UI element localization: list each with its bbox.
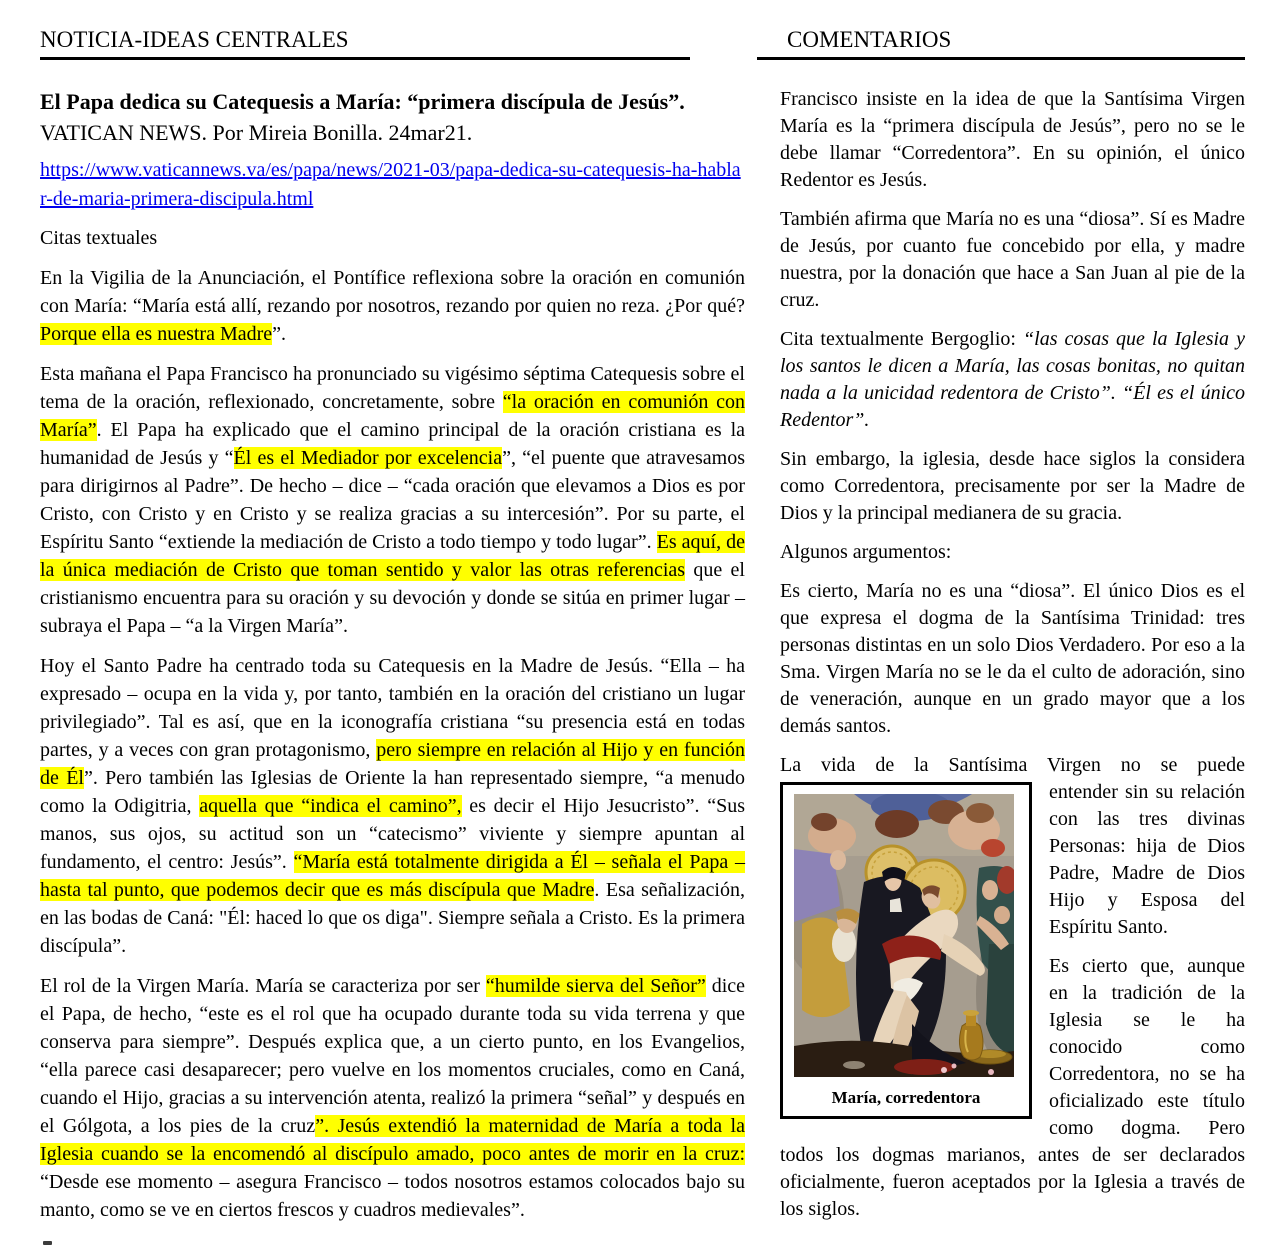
text-run: ”, “el puente que atravesamos para dirigirnos al Padre”. De hecho – dice – “cada oración que elevamos a Dios es por Cristo, con Cristo y en Cristo y se realiza gracias a su intercesión”. Por su parte, el Espíritu Santo “extiende la mediación de Cristo a todo tiempo y todo lugar”. bbox=[40, 447, 745, 553]
paragraph bbox=[780, 578, 1245, 740]
image-caption: María, corredentora bbox=[831, 1088, 981, 1107]
paragraph bbox=[40, 652, 745, 960]
highlighted-text-run: “María está totalmente dirigida a Él – señala el Papa – hasta tal punto, que podemos decir que es más discípula que Madre bbox=[40, 851, 746, 901]
text-run: “las cosas que la Iglesia y los santos le dicen a María, las cosas bonitas, no quitan nada a la unicidad redentora de Cristo”. “Él es el único Redentor”. bbox=[780, 328, 1245, 431]
pieta-painting-image bbox=[794, 794, 1014, 1077]
text-run: Es cierto, María no es una “diosa”. El único Dios es el que expresa el dogma de la Santísima Trinidad: tres personas distintas en un solo Dios Verdadero. Por eso a la Sma. Virgen María no se le da el culto de adoración, sino de veneración, aunque en un grado mayor que a los demás santos. bbox=[780, 580, 1245, 737]
paragraph bbox=[780, 752, 1245, 779]
article-link[interactable]: https://www.vaticannews.va/es/papa/news/2021-03/papa-dedica-su-catequesis-ha-hablar-de-maria-primera-discipula.html bbox=[40, 159, 741, 210]
subhead-citas-textuales: Citas textuales bbox=[40, 227, 158, 249]
paragraph bbox=[40, 264, 745, 348]
highlighted-text-run: Él es el Mediador por excelencia bbox=[233, 447, 503, 469]
text-run: Hoy el Santo Padre ha centrado toda su Catequesis en la Madre de Jesús. “Ella – ha expresado – ocupa en la vida y, por tanto, también en la oración del cristiano un lugar privilegiado”. Tal es así, que en la iconografía cristiana “su presencia está en todas partes, y a veces con gran protagonismo, bbox=[40, 655, 745, 761]
text-run: dice el Papa, de hecho, “este es el rol que ha ocupado durante toda su vida terrena y que conserva para siempre”. Después explica que, a un cierto punto, en los Evangelios, “ella parece casi desaparecer; pero vuelve en los momentos cruciales, como en Caná, cuando el Hijo, gracias a su intervención atenta, realizó la primera “señal” y después en el Gólgota, a los pies de la cruz bbox=[40, 975, 746, 1137]
text-run: El Papa dedica su Catequesis a María: “primera discípula de Jesús”. bbox=[40, 89, 685, 114]
highlighted-text-run: “la oración en comunión con María” bbox=[40, 391, 746, 441]
text-run: . El Papa ha explicado que el camino principal de la oración cristiana es la humanidad de Jesús y “ bbox=[40, 419, 745, 469]
column-noticia bbox=[40, 26, 745, 1236]
text-run: “Desde ese momento – asegura Francisco – todos nosotros estamos colocados bajo su manto, como se ve en ciertos frescos y cuadros medievales”. bbox=[40, 1171, 745, 1221]
highlighted-text-run: ”. Jesús extendió la maternidad de María a toda la Iglesia cuando se la encomendó al discípulo amado, poco antes de morir en la cruz: bbox=[40, 1115, 745, 1165]
link-paragraph bbox=[40, 156, 745, 214]
column-header-noticia: NOTICIA-IDEAS CENTRALES bbox=[40, 26, 690, 60]
text-run: Francisco insiste en la idea de que la Santísima Virgen María es la “primera discípula de Jesús”, pero no se le debe llamar “Corredentora”. En su opinión, el único Redentor es Jesús. bbox=[780, 88, 1245, 191]
paragraph bbox=[780, 86, 1245, 194]
text-run: . Esa señalización, en las bodas de Caná: "Él: haced lo que os diga". Siempre señala a Cristo. Es la primera discípula”. bbox=[40, 879, 745, 957]
text-run: es decir el Hijo Jesucristo”. “Sus manos, sus ojos, su actitud son un “catecismo” viviente y siempre apuntan al fundamento, el centro: Jesús”. bbox=[40, 795, 745, 873]
pieta-figure-box bbox=[780, 782, 1032, 1119]
text-run: Algunos argumentos: bbox=[780, 541, 952, 563]
column-header-comentarios: COMENTARIOS bbox=[757, 26, 1245, 60]
text-run: que el cristianismo encuentra para su oración y su devoción y donde se sitúa en primer lugar – subraya el Papa – “a la Virgen María”. bbox=[40, 559, 745, 637]
paragraph bbox=[40, 972, 745, 1224]
text-run: En la Vigilia de la Anunciación, el Pontífice reflexiona sobre la oración en comunión con María: “María está allí, rezando por nosotros, rezando por quien no reza. ¿Por qué? bbox=[40, 267, 745, 317]
text-run: ”. Pero también las Iglesias de Oriente la han representado siempre, “a menudo como la Odigitria, bbox=[40, 767, 745, 817]
cutoff-text-sliver bbox=[43, 1241, 52, 1245]
paragraph bbox=[780, 539, 1245, 566]
text-run: Esta mañana el Papa Francisco ha pronunciado su vigésimo séptima Catequesis sobre el tema de la oración, reflexionado, concretamente, sobre bbox=[40, 363, 745, 413]
highlighted-text-run: “humilde sierva del Señor” bbox=[485, 975, 706, 997]
highlighted-text-run: Porque ella es nuestra Madre bbox=[40, 323, 273, 345]
text-run: También afirma que María no es una “diosa”. Sí es Madre de Jesús, por cuanto fue concebido por ella, y madre nuestra, por la donación que hace a San Juan al pie de la cruz. bbox=[780, 208, 1245, 311]
text-run: La vida de la Santísima Virgen no se puede bbox=[780, 754, 1245, 776]
text-run: Sin embargo, la iglesia, desde hace siglos la considera como Corredentora, precisamente por ser la Madre de Dios y la principal medianera de su gracia. bbox=[780, 448, 1245, 524]
highlighted-text-run: Es aquí, de la única mediación de Cristo que toman sentido y valor las otras referencias bbox=[40, 531, 746, 581]
highlighted-text-run: pero siempre en relación al Hijo y en función de Él bbox=[40, 739, 745, 789]
text-run: ”. bbox=[272, 323, 287, 345]
text-run: VATICAN NEWS. Por Mireia Bonilla. 24mar21. bbox=[40, 120, 473, 145]
paragraph bbox=[780, 206, 1245, 314]
text-run: Es cierto que, aunque en la tradición de la Iglesia se le ha conocido como Corredentora, no se ha oficializado este título como dogma. Pero todos los dogmas marianos, antes de ser declarados oficialmente, fueron aceptados por la Iglesia a través de los siglos. bbox=[780, 955, 1245, 1220]
highlighted-text-run: aquella que “indica el camino”, bbox=[199, 795, 462, 817]
paragraph bbox=[40, 360, 745, 640]
article-title bbox=[40, 86, 745, 148]
text-run: entender sin su relación con las tres divinas Personas: hija de Dios Padre, Madre de Dios Hijo y Esposa del Espíritu Santo. bbox=[1049, 781, 1245, 938]
paragraph bbox=[780, 446, 1245, 527]
column-comentarios bbox=[780, 26, 1245, 1236]
text-run: El rol de la Virgen María. María se caracteriza por ser bbox=[40, 975, 486, 997]
paragraph bbox=[780, 326, 1245, 434]
text-run: Cita textualmente Bergoglio: bbox=[780, 328, 1024, 350]
